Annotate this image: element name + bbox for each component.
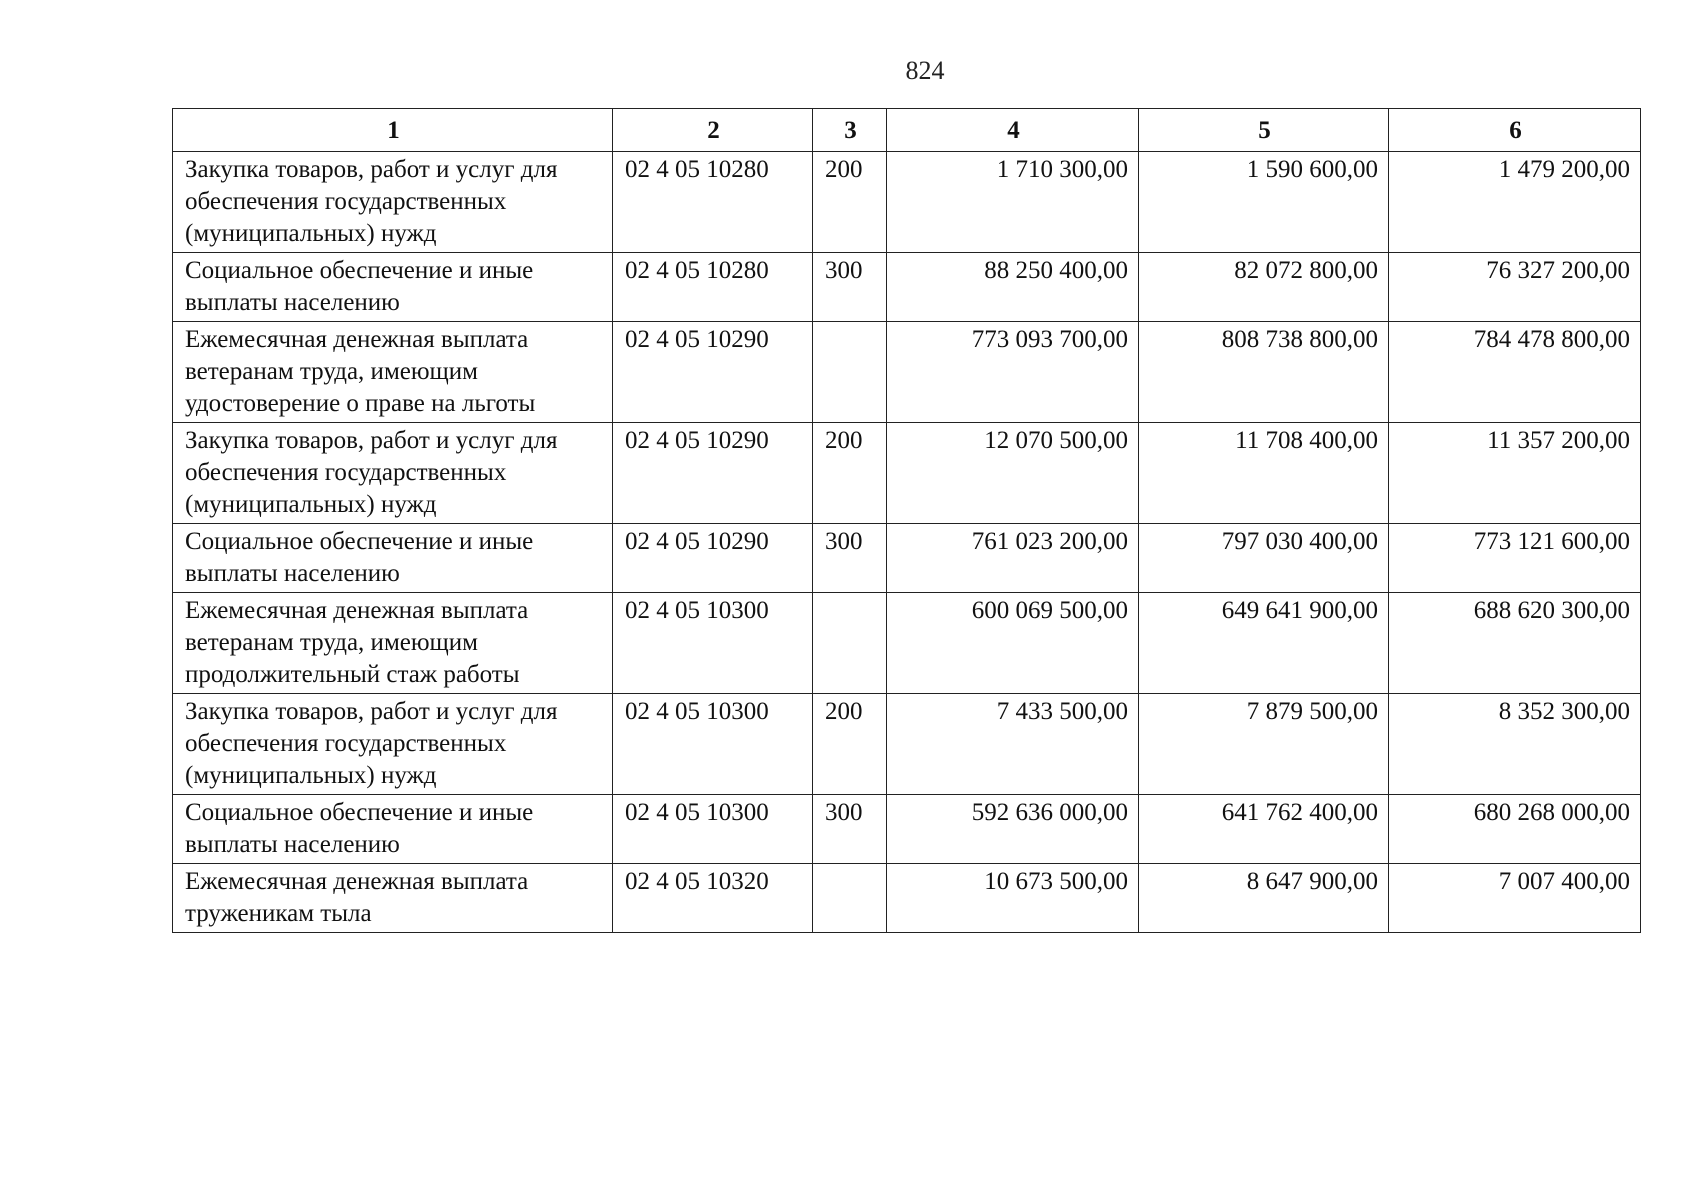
row-code: 02 4 05 10280	[613, 253, 813, 322]
row-value-5: 808 738 800,00	[1139, 322, 1389, 423]
row-value-5: 649 641 900,00	[1139, 593, 1389, 694]
row-value-4: 600 069 500,00	[887, 593, 1139, 694]
row-value-6: 7 007 400,00	[1389, 864, 1641, 933]
table-header-row	[173, 109, 1641, 152]
row-value-6: 1 479 200,00	[1389, 152, 1641, 253]
row-code: 02 4 05 10290	[613, 423, 813, 524]
row-value-5: 797 030 400,00	[1139, 524, 1389, 593]
row-name: Социальное обеспечение и иные выплаты населению	[173, 524, 613, 593]
row-name: Закупка товаров, работ и услуг для обеспечения государственных (муниципальных) нужд	[173, 694, 613, 795]
row-value-6: 11 357 200,00	[1389, 423, 1641, 524]
row-code: 02 4 05 10290	[613, 524, 813, 593]
row-value-6: 680 268 000,00	[1389, 795, 1641, 864]
row-type	[813, 593, 887, 694]
header-col-1: 1	[173, 109, 613, 152]
row-name: Закупка товаров, работ и услуг для обеспечения государственных (муниципальных) нужд	[173, 152, 613, 253]
row-name: Закупка товаров, работ и услуг для обеспечения государственных (муниципальных) нужд	[173, 423, 613, 524]
row-value-6: 784 478 800,00	[1389, 322, 1641, 423]
header-col-2: 2	[613, 109, 813, 152]
table-row	[173, 524, 1641, 593]
row-name: Ежемесячная денежная выплата труженикам тыла	[173, 864, 613, 933]
table-row	[173, 864, 1641, 933]
row-value-6: 688 620 300,00	[1389, 593, 1641, 694]
row-value-4: 773 093 700,00	[887, 322, 1139, 423]
table-row	[173, 423, 1641, 524]
row-type: 300	[813, 524, 887, 593]
row-value-4: 7 433 500,00	[887, 694, 1139, 795]
row-code: 02 4 05 10320	[613, 864, 813, 933]
row-name: Ежемесячная денежная выплата ветеранам труда, имеющим удостоверение о праве на льготы	[173, 322, 613, 423]
header-col-4: 4	[887, 109, 1139, 152]
row-value-4: 761 023 200,00	[887, 524, 1139, 593]
row-value-5: 7 879 500,00	[1139, 694, 1389, 795]
table-row	[173, 322, 1641, 423]
row-value-5: 11 708 400,00	[1139, 423, 1389, 524]
row-value-4: 12 070 500,00	[887, 423, 1139, 524]
row-value-5: 641 762 400,00	[1139, 795, 1389, 864]
table-row	[173, 795, 1641, 864]
header-col-6: 6	[1389, 109, 1641, 152]
row-value-4: 10 673 500,00	[887, 864, 1139, 933]
row-value-5: 82 072 800,00	[1139, 253, 1389, 322]
row-type	[813, 322, 887, 423]
row-name: Ежемесячная денежная выплата ветеранам труда, имеющим продолжительный стаж работы	[173, 593, 613, 694]
table-row	[173, 152, 1641, 253]
row-type	[813, 864, 887, 933]
row-code: 02 4 05 10280	[613, 152, 813, 253]
row-type: 200	[813, 423, 887, 524]
page-number: 824	[905, 56, 945, 85]
row-value-6: 76 327 200,00	[1389, 253, 1641, 322]
row-value-6: 8 352 300,00	[1389, 694, 1641, 795]
row-value-4: 88 250 400,00	[887, 253, 1139, 322]
table-row	[173, 694, 1641, 795]
row-type: 300	[813, 253, 887, 322]
row-type: 300	[813, 795, 887, 864]
table-row	[173, 593, 1641, 694]
row-value-4: 1 710 300,00	[887, 152, 1139, 253]
row-code: 02 4 05 10290	[613, 322, 813, 423]
row-value-5: 8 647 900,00	[1139, 864, 1389, 933]
header-col-5: 5	[1139, 109, 1389, 152]
row-type: 200	[813, 694, 887, 795]
row-name: Социальное обеспечение и иные выплаты населению	[173, 253, 613, 322]
row-value-4: 592 636 000,00	[887, 795, 1139, 864]
row-code: 02 4 05 10300	[613, 694, 813, 795]
row-code: 02 4 05 10300	[613, 593, 813, 694]
row-name: Социальное обеспечение и иные выплаты населению	[173, 795, 613, 864]
header-col-3: 3	[813, 109, 887, 152]
row-value-6: 773 121 600,00	[1389, 524, 1641, 593]
row-value-5: 1 590 600,00	[1139, 152, 1389, 253]
row-type: 200	[813, 152, 887, 253]
table-row	[173, 253, 1641, 322]
row-code: 02 4 05 10300	[613, 795, 813, 864]
budget-table	[172, 108, 1641, 933]
